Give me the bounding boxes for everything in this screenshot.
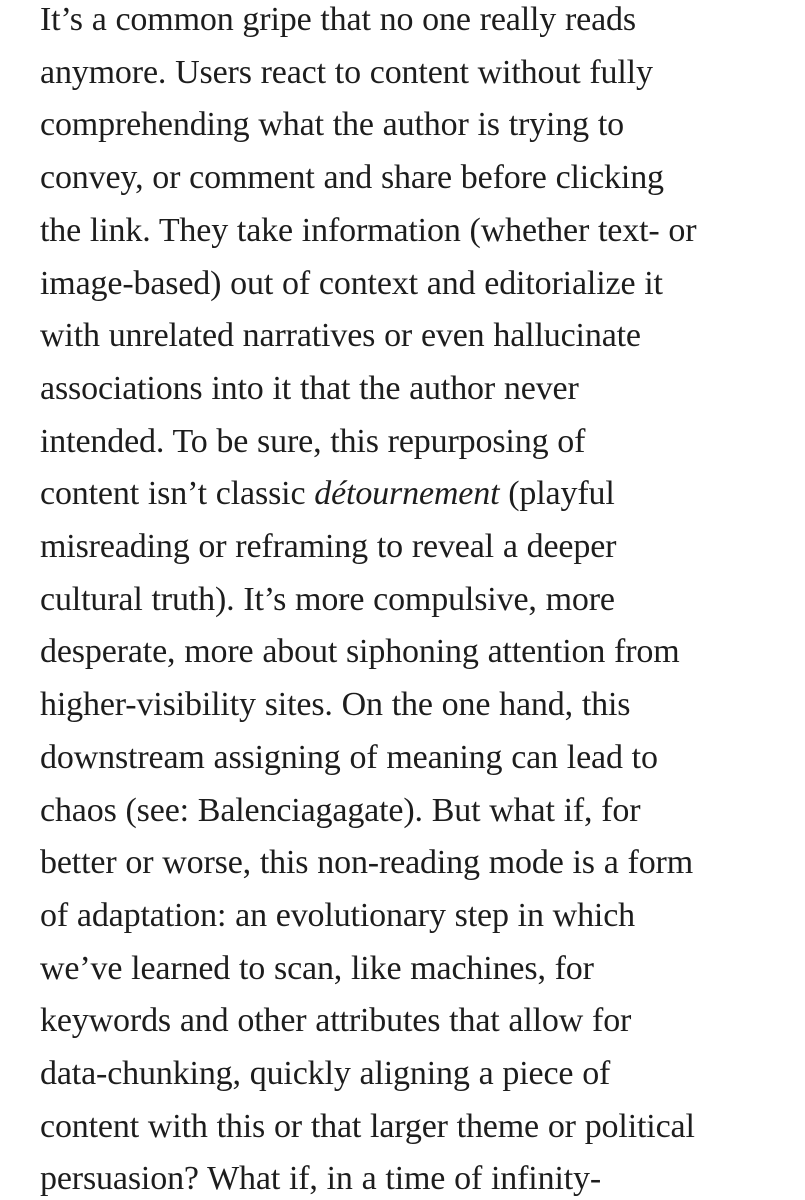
italic-term: détournement	[314, 475, 500, 513]
text-line: the link. They take information (whether text- or	[40, 211, 697, 249]
text-line: data-chunking, quickly aligning a piece of	[40, 1055, 611, 1093]
text-line: chaos (see: Balenciagagate). But what if, for	[40, 791, 641, 829]
text-line: comprehending what the author is trying to	[40, 106, 625, 144]
text-line: of adaptation: an evolutionary step in which	[40, 896, 636, 934]
text-line: desperate, more about siphoning attention from	[40, 633, 680, 671]
text-line-with-italic	[40, 468, 800, 521]
text-line: higher-visibility sites. On the one hand, this	[40, 686, 631, 724]
text-run: content isn’t classic	[40, 475, 315, 513]
text-line: with unrelated narratives or even hallucinate	[40, 317, 641, 355]
text-line: It’s a common gripe that no one really reads	[40, 1, 636, 38]
text-line: anymore. Users react to content without fully	[40, 53, 653, 91]
text-line: cultural truth). It’s more compulsive, more	[40, 580, 615, 618]
text-line: we’ve learned to scan, like machines, for	[40, 949, 594, 987]
text-line: image-based) out of context and editorialize it	[40, 264, 663, 302]
text-line: persuasion? What if, in a time of infinity-	[40, 1160, 602, 1198]
text-line: convey, or comment and share before clicking	[40, 159, 664, 197]
text-line: keywords and other attributes that allow for	[40, 1002, 632, 1040]
text-line: associations into it that the author never	[40, 369, 579, 407]
text-line: content with this or that larger theme or political	[40, 1107, 695, 1145]
text-line: intended. To be sure, this repurposing of	[40, 422, 586, 460]
text-line: better or worse, this non-reading mode is a form	[40, 844, 694, 882]
text-run: (playful	[499, 475, 615, 513]
text-line: misreading or reframing to reveal a deeper	[40, 528, 617, 566]
text-line: downstream assigning of meaning can lead to	[40, 738, 658, 776]
article-paragraph	[40, 0, 800, 1200]
